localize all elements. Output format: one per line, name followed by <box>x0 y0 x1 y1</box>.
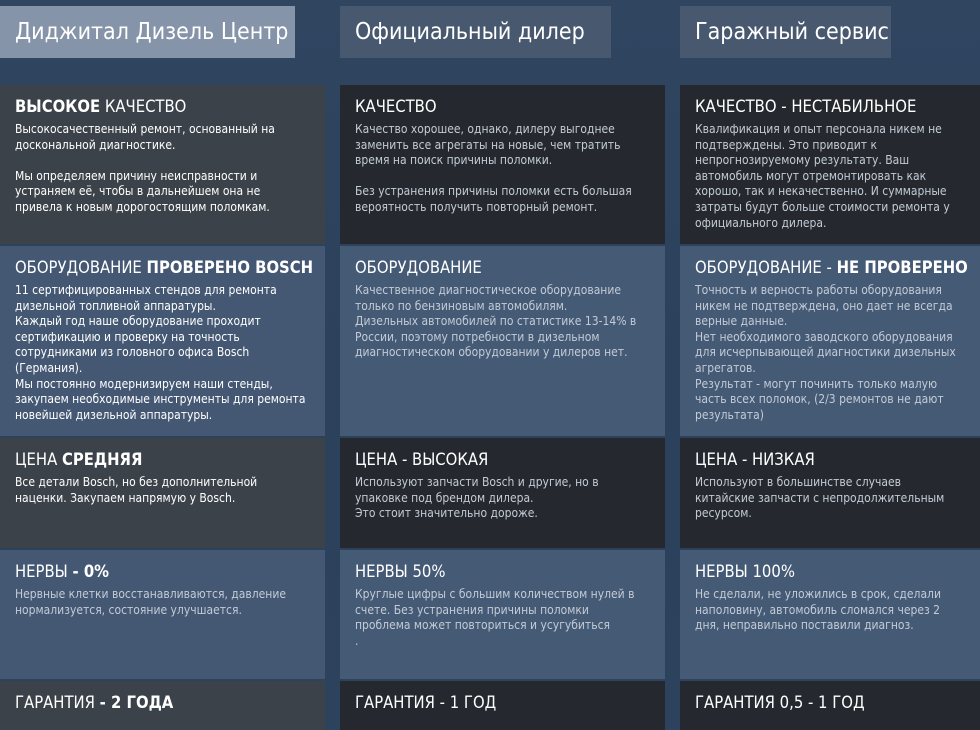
column-official-dealer <box>340 0 665 730</box>
cell-equipment <box>340 246 665 436</box>
cell-text: Высокосачественный ремонт, основанный на досконaльной диагностике. Мы определяем причину неисправности и устраняем её, чтобы в дальнейшем она не привела к новым дорогостоящим поломкам. <box>15 122 275 214</box>
cell-text: Используют в большинстве случаев китайские запчасти с непродолжительным ресурсом. <box>695 475 945 521</box>
cell-text: Квалификация и опыт персонала никем не подтверждены. Это приводит к непрогнозируемому результату. Ваш автомобиль могут отремонтировать как хорошо, так и некачественно. И суммарные затраты будут больше стоимости ремонта у официального дилера. <box>695 122 950 230</box>
cell-title: ГАРАНТИЯ - 2 ГОДА <box>15 693 174 712</box>
cell-price <box>340 438 665 548</box>
cell-title: НЕРВЫ 50% <box>355 562 446 581</box>
cell-title: КАЧЕСТВО - НЕСТАБИЛЬНОЕ <box>695 97 917 116</box>
cell-title: ЦЕНА - НИЗКАЯ <box>695 450 815 469</box>
column-header-digital-diesel: Диджитал Дизель Центр <box>0 6 295 58</box>
cell-nerves <box>340 550 665 679</box>
cell-nerves <box>680 550 980 679</box>
cell-text: Используют запчасти Bosch и другие, но в упаковке под брендом дилера. Это стоит значительно дороже. <box>355 475 599 521</box>
cell-text: Круглые цифры с большим количеством нулей в счете. Без устранения причины поломки проблема может повториться и усугубиться . <box>355 587 635 648</box>
cell-quality <box>0 85 325 244</box>
cell-text: Нервные клетки восстанавливаются, давление нормализуется, состояние улучшается. <box>15 587 287 617</box>
cell-text: Качество хорошее, однако, дилеру выгоднее заменить все агрегаты на новые, чем тратить время на поиск причины поломки. Без устранения причины поломки есть большая вероятность получить повторный ремонт. <box>355 122 632 214</box>
cell-warranty <box>340 681 665 730</box>
cell-text: Качественное диагностическое оборудование только по бензиновым автомобилям. Дизельных автомобилей по статистике 13-14% в России, поэтому потребности в дизельном диагностическом оборудовании у дилеров нет. <box>355 283 637 360</box>
cell-title: ОБОРУДОВАНИЕ ПРОВЕРЕНО BOSCH <box>15 258 314 277</box>
cell-nerves <box>0 550 325 679</box>
cell-warranty <box>0 681 325 730</box>
cell-price <box>0 438 325 548</box>
cell-equipment <box>0 246 325 436</box>
cell-quality <box>340 85 665 244</box>
cell-text: 11 сертифицированных стендов для ремонта дизельной топливной аппаратуры. Каждый год наше оборудование проходит сертификацию и проверку на точность сотрудниками из головного офиса Bosch (Германия). Мы постоянно модернизируем наши стенды, закупаем необходимые инструменты для ремонта новейшей дизельной аппаратуры. <box>15 283 306 422</box>
cell-quality <box>680 85 980 244</box>
cell-title: ЦЕНА - ВЫСОКАЯ <box>355 450 489 469</box>
cell-title: КАЧЕСТВО <box>355 97 437 116</box>
column-garage-service <box>680 0 980 730</box>
cell-title: ГАРАНТИЯ 0,5 - 1 ГОД <box>695 693 865 712</box>
cell-warranty <box>680 681 980 730</box>
cell-title: ОБОРУДОВАНИЕ - НЕ ПРОВЕРЕНО <box>695 258 968 277</box>
column-header-official-dealer: Официальный дилер <box>340 6 611 58</box>
cell-price <box>680 438 980 548</box>
cell-title: ОБОРУДОВАНИЕ <box>355 258 482 277</box>
column-digital-diesel <box>0 0 325 730</box>
cell-text: Все детали Bosch, но без дополнительной наценки. Закупаем напрямую у Bosch. <box>15 475 258 505</box>
cell-text: Точность и верность работы оборудования никем не подтверждена, оно дает не всегда верные данные. Нет необходимого заводского оборудования для исчерпывающей диагностики дизельных агрегатов. Результат - могут починить только малую часть всех поломок, (2/3 ремонтов не дают результата) <box>695 283 956 422</box>
cell-title: НЕРВЫ - 0% <box>15 562 110 581</box>
cell-title: ГАРАНТИЯ - 1 ГОД <box>355 693 497 712</box>
cell-equipment <box>680 246 980 436</box>
cell-title: ВЫСОКОЕ КАЧЕСТВО <box>15 97 187 116</box>
column-header-garage-service: Гаражный сервис <box>680 6 891 58</box>
cell-title: ЦЕНА СРЕДНЯЯ <box>15 450 143 469</box>
cell-title: НЕРВЫ 100% <box>695 562 795 581</box>
cell-text: Не сделали, не уложились в срок, сделали наполовину, автомобиль сломался через 2 дня, неправильно поставили диагноз. <box>695 587 941 633</box>
